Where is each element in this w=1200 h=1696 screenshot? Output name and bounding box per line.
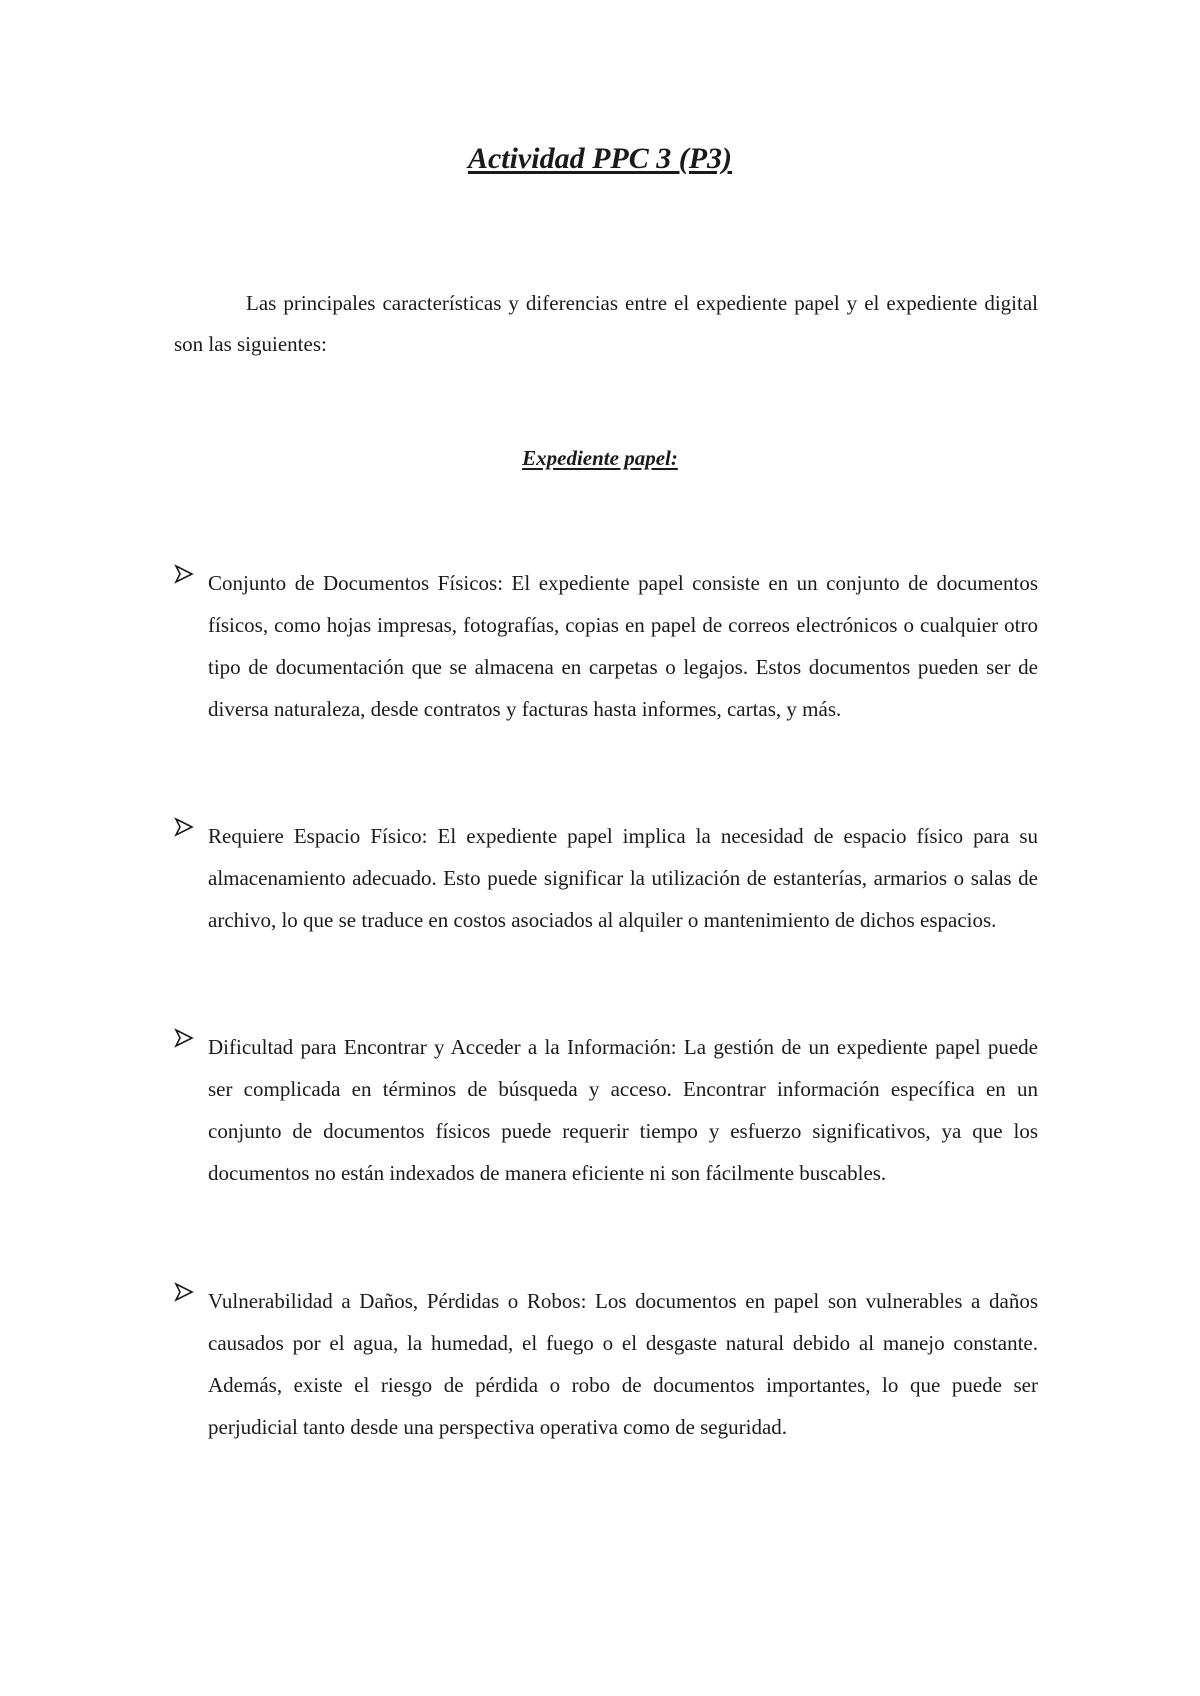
arrowhead-bullet-icon (174, 564, 194, 584)
bullet-item (174, 815, 1038, 941)
intro-paragraph: Las principales características y diferencias entre el expediente papel y el expediente digital son las siguientes: (174, 291, 1038, 356)
document-title: Actividad PPC 3 (P3) (467, 142, 733, 175)
bullet-item (174, 1026, 1038, 1194)
bullet-text: Conjunto de Documentos Físicos: El expediente papel consiste en un conjunto de documentos físicos, como hojas impresas, fotografías, copias en papel de correos electrónicos o cualquier otro tipo de documentación que se almacena en carpetas o legajos. Estos documentos pueden ser de diversa naturaleza, desde contratos y facturas hasta informes, cartas, y más. (208, 571, 1038, 721)
bullet-item (174, 562, 1038, 730)
bullet-text: Vulnerabilidad a Daños, Pérdidas o Robos: Los documentos en papel son vulnerables a daños causados por el agua, la humedad, el fuego o el desgaste natural debido al manejo constante. Además, existe el riesgo de pérdida o robo de documentos importantes, lo que puede ser perjudicial tanto desde una perspectiva operativa como de seguridad. (208, 1289, 1038, 1439)
bullet-item (174, 1280, 1038, 1448)
arrowhead-bullet-icon (174, 1028, 194, 1048)
bullet-text: Dificultad para Encontrar y Acceder a la Información: La gestión de un expediente papel puede ser complicada en términos de búsqueda y acceso. Encontrar información específica en un conjunto de documentos físicos puede requerir tiempo y esfuerzo significativos, ya que los documentos no están indexados de manera eficiente ni son fácilmente buscables. (208, 1035, 1038, 1185)
arrowhead-bullet-icon (174, 817, 194, 837)
arrowhead-bullet-icon (174, 1282, 194, 1302)
section-heading: Expediente papel: (522, 446, 678, 470)
bullet-text: Requiere Espacio Físico: El expediente papel implica la necesidad de espacio físico para su almacenamiento adecuado. Esto puede significar la utilización de estanterías, armarios o salas de archivo, lo que se traduce en costos asociados al alquiler o mantenimiento de dichos espacios. (208, 824, 1038, 932)
